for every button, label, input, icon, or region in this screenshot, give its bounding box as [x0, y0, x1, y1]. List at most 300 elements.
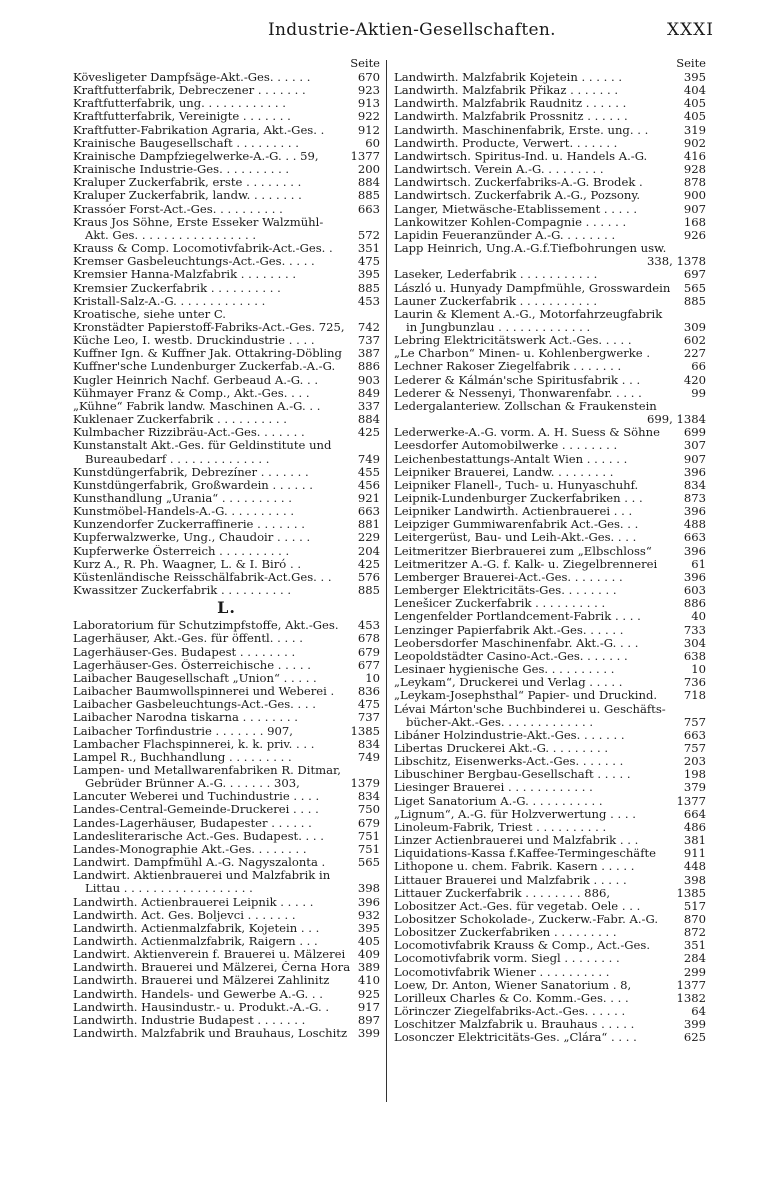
index-entry-name: Leipniker Flanell-, Tuch- u. Hunyaschuhf. — [394, 478, 639, 492]
index-entry-name: Kunzendorfer Zuckerraffinerie . . . . . . . — [73, 518, 305, 532]
index-entry — [73, 439, 380, 452]
index-entry-page: 425 — [355, 558, 380, 571]
index-entry-name: Landwirth. Malzfabrik Kojetein . . . . . . — [394, 71, 623, 84]
index-entry — [394, 637, 706, 650]
index-entry — [394, 808, 706, 821]
index-entry-name: Lagerhäuser-Ges. Budapest . . . . . . . . — [73, 645, 296, 659]
index-entry — [73, 961, 380, 974]
index-entry — [394, 216, 706, 229]
index-entry-page: 870 — [681, 913, 706, 926]
index-entry-page: 742 — [355, 321, 380, 334]
index-entry-name: Lörinczer Ziegelfabriks-Act.-Ges. . . . . . — [394, 1005, 626, 1019]
index-entry-page: 337 — [355, 400, 380, 413]
index-entry-name: Lagerhäuser, Akt.-Ges. für öffentl. . . . . — [73, 632, 303, 646]
index-entry — [394, 545, 706, 558]
index-entry-page: 664 — [681, 808, 706, 821]
index-entry-name: Leitmeritzer A.-G. f. Kalk- u. Ziegelbrennerei — [394, 557, 658, 571]
seite-label: Seite — [350, 56, 380, 70]
index-entry-page: 697 — [681, 268, 706, 281]
index-entry-page: 749 — [355, 751, 380, 764]
index-entry — [394, 716, 706, 729]
index-entry-page: 64 — [688, 1005, 706, 1018]
index-entry — [394, 913, 706, 926]
index-entry — [394, 1031, 706, 1044]
index-entry — [394, 400, 706, 413]
index-entry-name: Landwirth. Malzfabrik Prossnitz . . . . . . — [394, 110, 628, 124]
index-entry-page: 200 — [355, 163, 380, 176]
index-entry — [73, 163, 380, 176]
index-entry-name: Landwirtsch. Zuckerfabrik A.-G., Pozsony. — [394, 189, 641, 203]
index-entry-name: Kuklenaer Zuckerfabrik . . . . . . . . . . — [73, 413, 287, 427]
index-entry — [73, 308, 380, 321]
index-entry-name: Linzer Actienbrauerei und Malzfabrik . . . — [394, 834, 639, 848]
index-entry-page: 737 — [355, 334, 380, 347]
running-title: Industrie-Aktien-Gesellschaften. — [268, 20, 556, 40]
index-entry-name: Landwirth. Brauerei und Mälzerei, Černa Hora — [73, 961, 351, 975]
index-entry-page: 453 — [355, 619, 380, 632]
index-entry — [73, 790, 380, 803]
index-entry-page: 398 — [681, 874, 706, 887]
index-entry-page: 679 — [355, 646, 380, 659]
index-entry-name: Leipniker Landwirth. Actienbrauerei . . . — [394, 505, 633, 519]
index-entry-page: 379 — [681, 781, 706, 794]
index-entry — [394, 229, 706, 242]
index-entry-page: 751 — [355, 830, 380, 843]
index-entry — [394, 426, 706, 439]
index-entry — [394, 334, 706, 347]
index-entry-name: Liquidations-Kassa f.Kaffee-Termingeschäfte — [394, 847, 657, 861]
index-entry-page: 395 — [681, 71, 706, 84]
index-entry — [73, 505, 380, 518]
index-entry — [394, 110, 706, 123]
index-entry-name: Lobositzer Schokolade-, Zuckerw.-Fabr. A.-G. — [394, 913, 659, 926]
index-entry — [73, 413, 380, 426]
index-entry-name: Lorilleux Charles & Co. Komm.-Ges. . . . — [394, 991, 629, 1005]
index-entry-name: Landwirth. Industrie Budapest . . . . . . . — [73, 1013, 306, 1027]
index-entry-page: 663 — [355, 505, 380, 518]
index-entry-page: 1377 — [347, 150, 380, 163]
index-entry — [73, 817, 380, 830]
index-entry-name: Lederwerke-A.-G. vorm. A. H. Suess & Söhne — [394, 426, 660, 440]
index-entry — [394, 295, 706, 308]
index-entry-name: Leipniker Brauerei, Landw. . . . . . . . . — [394, 465, 614, 479]
index-entry — [394, 492, 706, 505]
index-entry-page: 1385 — [347, 725, 380, 738]
index-entry-name: Loew, Dr. Anton, Wiener Sanatorium . 8, — [394, 978, 632, 992]
index-entry-page: 902 — [681, 137, 706, 150]
index-entry-page: 405 — [355, 935, 380, 948]
index-entry-name: Leipnik-Lundenburger Zuckerfabriken . . . — [394, 492, 643, 505]
index-entry-page: 10 — [362, 672, 380, 685]
index-entry-page: 757 — [681, 716, 706, 729]
index-entry — [73, 764, 380, 777]
index-entry-name: Landwirth. Hausindustr.- u. Produkt.-A.-G. . — [73, 1000, 330, 1014]
index-entry-page: 749 — [355, 453, 380, 466]
index-entry-page: 389 — [355, 961, 380, 974]
index-entry — [394, 518, 706, 531]
index-entry — [73, 466, 380, 479]
index-entry — [394, 71, 706, 84]
index-entry — [73, 110, 380, 123]
index-entry-name: Leitergerüst, Bau- und Leih-Akt.-Ges. . . . — [394, 531, 637, 545]
index-entry-page: 40 — [688, 610, 706, 623]
index-entry-page: 204 — [355, 545, 380, 558]
index-entry-name: Landwirth. Handels- und Gewerbe A.-G. . . — [73, 987, 323, 1001]
index-entry — [394, 282, 706, 295]
index-entry-name: Landwirth. Actienbrauerei Leipnik . . . . . — [73, 895, 314, 909]
index-entry — [73, 84, 380, 97]
index-entry-page: 849 — [355, 387, 380, 400]
index-entry-name: Gebrüder Brünner A.-G. . . . . . . 303, — [85, 777, 300, 791]
index-entry-name: Landwirt. Aktienbrauerei und Malzfabrik in — [73, 869, 331, 883]
index-entry-page: 565 — [355, 856, 380, 869]
index-entry — [394, 926, 706, 939]
index-entry — [394, 150, 706, 163]
index-entry — [73, 347, 380, 360]
index-entry-name: „Leykam“, Druckerei und Verlag . . . . . — [394, 676, 623, 690]
index-entry-page: 917 — [355, 1001, 380, 1014]
index-entry — [73, 374, 380, 387]
index-entry — [73, 935, 380, 948]
index-entry-page: 638 — [681, 650, 706, 663]
index-entry — [394, 479, 706, 492]
index-entry — [73, 545, 380, 558]
index-entry — [394, 189, 706, 202]
left-entries-l — [73, 619, 380, 1040]
index-entry-name: Libschitz, Eisenwerks-Act.-Ges. . . . . . . — [394, 755, 624, 769]
index-entry-name: Kuffner Ign. & Kuffner Jak. Ottakring-Döbling — [73, 347, 342, 361]
index-entry-name: Langer, Mietwäsche-Etablissement . . . . . — [394, 202, 638, 216]
index-entry-page: 1377 — [673, 795, 706, 808]
index-entry-page: 61 — [688, 558, 706, 571]
index-entry — [73, 216, 380, 229]
index-entry-page: 603 — [681, 584, 706, 597]
index-entry-page: 1377 — [673, 979, 706, 992]
index-entry — [73, 571, 380, 584]
index-entry-name: Landwirth. Brauerei und Mälzerei Zahlinitz — [73, 974, 330, 988]
index-entry-page: 99 — [688, 387, 706, 400]
index-entry — [394, 610, 706, 623]
index-entry — [73, 974, 380, 987]
index-entry-name: Landwirtsch. Spiritus-Ind. u. Handels A.-G. — [394, 149, 648, 163]
index-entry-name: Kraftfutterfabrik, Vereinigte . . . . . . . — [73, 110, 291, 124]
index-entry — [394, 900, 706, 913]
index-entry — [394, 360, 706, 373]
index-entry-name: Losonczer Elektricitäts-Ges. „Clára“ . . . . — [394, 1031, 637, 1045]
index-entry — [394, 308, 706, 321]
index-entry-name: Kraftfutterfabrik, Debreczener . . . . . . . — [73, 84, 306, 98]
index-entry-page: 932 — [355, 909, 380, 922]
index-entry — [394, 689, 706, 702]
index-entry-name: Lederer & Kálmán'sche Spiritusfabrik . . . — [394, 373, 641, 387]
index-entry-page: 488 — [681, 518, 706, 531]
index-entry — [73, 698, 380, 711]
index-entry — [73, 725, 380, 738]
index-entry-page: 396 — [681, 466, 706, 479]
index-entry — [73, 282, 380, 295]
index-entry — [73, 334, 380, 347]
index-entry-page: 203 — [681, 755, 706, 768]
index-entry-name: Locomotivfabrik Krauss & Comp., Act.-Ges. — [394, 939, 651, 953]
index-entry — [73, 685, 380, 698]
index-entry — [73, 1027, 380, 1040]
index-entry-name: Lechner Rakoser Ziegelfabrik . . . . . . . — [394, 360, 622, 374]
index-entry-name: Krassóer Forst-Act.-Ges. . . . . . . . . . — [73, 202, 283, 216]
index-entry-name: Launer Zuckerfabrik . . . . . . . . . . . — [394, 294, 598, 308]
index-entry-page: 886 — [681, 597, 706, 610]
index-entry-name: Laibacher Torfindustrie . . . . . . . 907, — [73, 724, 293, 738]
index-entry-name: Laboratorium für Schutzimpfstoffe, Akt.-Ges. — [73, 619, 339, 633]
index-entry-name: Locomotivfabrik Wiener . . . . . . . . . . — [394, 965, 610, 979]
index-entry-name: Liesinger Brauerei . . . . . . . . . . . . — [394, 781, 593, 795]
index-entry-name: Leobersdorfer Maschinenfabr. Akt.-G. . . . — [394, 636, 639, 650]
index-entry — [394, 703, 706, 716]
index-entry-page: 475 — [355, 698, 380, 711]
index-entry — [394, 650, 706, 663]
index-entry-page: 351 — [681, 939, 706, 952]
index-entry-name: Kristall-Salz-A.-G. . . . . . . . . . . . . — [73, 294, 266, 308]
index-entry-name: Leopoldstädter Casino-Act.-Ges. . . . . . . — [394, 649, 628, 663]
index-entry-page: 699 — [681, 426, 706, 439]
index-entry — [394, 97, 706, 110]
index-entry — [73, 453, 380, 466]
index-entry — [73, 203, 380, 216]
index-entry — [394, 137, 706, 150]
index-entry — [394, 268, 706, 281]
index-entry-page: 453 — [355, 295, 380, 308]
right-column — [394, 55, 706, 1045]
index-entry — [394, 505, 706, 518]
index-entry — [394, 781, 706, 794]
index-entry-page: 733 — [681, 624, 706, 637]
index-entry-name: „Le Charbon“ Minen- u. Kohlenbergwerke . — [394, 347, 651, 361]
index-entry-page: 395 — [355, 922, 380, 935]
index-entry-page: 878 — [681, 176, 706, 189]
index-entry — [73, 229, 380, 242]
index-entry-name: Lapidin Feueranzünder A.-G. . . . . . . . — [394, 228, 616, 242]
index-entry — [394, 1005, 706, 1018]
index-entry-name: Lampen- und Metallwarenfabriken R. Ditmar, — [73, 763, 341, 777]
index-entry-name: Landwirth. Malzfabrik und Brauhaus, Loschitz — [73, 1027, 348, 1041]
index-entry-name: Lebring Elektricitätswerk Act.-Ges. . . . . — [394, 334, 632, 348]
page-number: XXXI — [666, 20, 714, 40]
index-entry — [73, 948, 380, 961]
index-entry-page: 409 — [355, 948, 380, 961]
index-entry-page: 66 — [688, 360, 706, 373]
index-entry-name: Kupferwerke Österreich . . . . . . . . . . — [73, 544, 290, 558]
index-entry-name: Laibacher Baumwollspinnerei und Weberei . — [73, 685, 335, 699]
index-entry-name: Kunstdüngerfabrik, Großwardein . . . . . . — [73, 478, 313, 492]
index-entry-page: 925 — [355, 988, 380, 1001]
index-entry-name: Krainische Baugesellschaft . . . . . . . . . — [73, 136, 299, 150]
index-entry — [73, 584, 380, 597]
index-entry — [73, 71, 380, 84]
index-entry-page: 420 — [681, 374, 706, 387]
index-entry-page: 718 — [681, 689, 706, 702]
index-entry-name: Liget Sanatorium A.-G. . . . . . . . . . . — [394, 794, 603, 808]
index-entry — [394, 1018, 706, 1031]
index-entry — [394, 821, 706, 834]
index-entry-name: Kuffner'sche Lundenburger Zuckerfab.-A.-G. — [73, 360, 336, 374]
index-entry-page: 881 — [355, 518, 380, 531]
index-entry-name: Lemberger Elektricitäts-Ges. . . . . . . . — [394, 584, 617, 598]
index-entry-page: 455 — [355, 466, 380, 479]
index-entry-page: 351 — [355, 242, 380, 255]
index-entry — [73, 843, 380, 856]
index-entry-page: 456 — [355, 479, 380, 492]
index-entry-page: 565 — [681, 282, 706, 295]
index-entry-pages: 338, 1378 — [646, 254, 706, 269]
index-entry-page: 834 — [681, 479, 706, 492]
index-entry-page: 885 — [355, 189, 380, 202]
index-entry — [394, 663, 706, 676]
index-entry — [73, 738, 380, 751]
index-entry-page: 737 — [355, 711, 380, 724]
index-entry-name: Krainische Dampfziegelwerke-A.-G. . . 59, — [73, 149, 319, 163]
index-entry-page: 486 — [681, 821, 706, 834]
index-entry-name: Lagerhäuser-Ges. Österreichische . . . . . — [73, 658, 311, 672]
index-entry-page: 307 — [681, 439, 706, 452]
index-entry-name: in Jungbunzlau . . . . . . . . . . . . . — [406, 320, 591, 334]
index-entry-name: Kwassitzer Zuckerfabrik . . . . . . . . . . — [73, 584, 292, 598]
index-entry-page: 885 — [681, 295, 706, 308]
index-entry-name: Lapp Heinrich, Ung.A.-G.f.Tiefbohrungen usw. — [394, 242, 667, 256]
index-entry-page: 284 — [681, 952, 706, 965]
index-entry-name: Landwirth. Actienmalzfabrik, Kojetein . . . — [73, 921, 320, 935]
index-entry-name: Kühmayer Franz & Comp., Akt.-Ges. . . . — [73, 386, 310, 400]
index-entry — [394, 795, 706, 808]
index-entry-page: 750 — [355, 803, 380, 816]
index-entry — [73, 659, 380, 672]
index-entry-page: 416 — [681, 150, 706, 163]
index-entry-page: 663 — [681, 729, 706, 742]
index-entry — [73, 632, 380, 645]
index-entry-name: Landwirt. Dampfmühl A.-G. Nagyszalonta . — [73, 856, 326, 870]
index-entry-name: Littauer Brauerei und Malzfabrik . . . . . — [394, 873, 627, 887]
index-entry-name: Lobositzer Act.-Ges. für vegetab. Oele . . . — [394, 899, 641, 913]
index-entry — [73, 803, 380, 816]
index-entry-page: 872 — [681, 926, 706, 939]
index-entry — [394, 729, 706, 742]
index-entry-name: Küche Leo, I. westb. Druckindustrie . . . . — [73, 334, 315, 348]
index-entry — [73, 255, 380, 268]
index-entry-name: Kupferwalzwerke, Ung., Chaudoir . . . . . — [73, 531, 311, 545]
index-entry — [73, 124, 380, 137]
index-entry-name: Kulmbacher Rizzibräu-Act.-Ges. . . . . . . — [73, 426, 305, 440]
index-entry-page: 60 — [362, 137, 380, 150]
index-entry-name: Kurz A., R. Ph. Waagner, L. & I. Biró . . — [73, 557, 302, 571]
index-entry — [394, 676, 706, 689]
index-entry-name: Landwirth. Maschinenfabrik, Erste. ung. . . — [394, 123, 649, 137]
index-entry-page: 736 — [681, 676, 706, 689]
index-entry — [394, 979, 706, 992]
index-entry-name: „Lignum“, A.-G. für Holzverwertung . . . . — [394, 807, 636, 821]
index-entry — [73, 242, 380, 255]
index-entry — [73, 830, 380, 843]
index-entry — [394, 84, 706, 97]
index-entry — [73, 150, 380, 163]
index-entry-name: „Leykam-Josephsthal“ Papier- und Druckind. — [394, 689, 658, 703]
index-entry-page: 404 — [681, 84, 706, 97]
index-entry-page: 198 — [681, 768, 706, 781]
index-entry-name: Lesinaer hygienische Ges. . . . . . . . . . — [394, 663, 615, 677]
index-entry-name: Landesliterarische Act.-Ges. Budapest. . . . — [73, 829, 324, 843]
index-entry-name: Landes-Monographie Akt.-Ges. . . . . . . . — [73, 842, 307, 856]
index-entry-name: Laseker, Lederfabrik . . . . . . . . . . . — [394, 268, 598, 282]
index-entry — [394, 755, 706, 768]
index-entry-name: Kövesligeter Dampfsäge-Akt.-Ges. . . . . . — [73, 71, 311, 84]
index-entry — [73, 751, 380, 764]
index-entry — [394, 439, 706, 452]
index-entry-page: 928 — [681, 163, 706, 176]
index-entry-page: 679 — [355, 817, 380, 830]
index-entry-name: Leichenbestattungs-Antalt Wien . . . . . . — [394, 452, 628, 466]
index-entry-name: Landes-Central-Gemeinde-Druckerei . . . . — [73, 803, 319, 817]
index-entry-page: 907 — [681, 453, 706, 466]
index-entry — [73, 268, 380, 281]
index-entry — [73, 97, 380, 110]
index-entry — [73, 646, 380, 659]
index-entry-name: Lederer & Nessenyi, Thonwarenfabr. . . . . — [394, 386, 642, 400]
index-entry — [394, 966, 706, 979]
index-entry — [394, 124, 706, 137]
index-entry — [73, 360, 380, 373]
index-entry-name: Lambacher Flachspinnerei, k. k. priv. . . . — [73, 737, 315, 751]
index-entry — [394, 242, 706, 255]
index-entry — [73, 922, 380, 935]
index-entry-name: Laibacher Narodna tiskarna . . . . . . . . — [73, 711, 298, 725]
index-entry-page: 227 — [681, 347, 706, 360]
index-entry-page: 168 — [681, 216, 706, 229]
index-entry — [394, 531, 706, 544]
index-entry-page: 309 — [681, 321, 706, 334]
index-entry-name: Kraftfutter-Fabrikation Agraria, Akt.-Ges. . — [73, 123, 325, 137]
index-entry-page: 576 — [355, 571, 380, 584]
index-entry-page: 299 — [681, 966, 706, 979]
index-entry-page: 897 — [355, 1014, 380, 1027]
index-entry-page: 398 — [355, 882, 380, 895]
index-entry-page: 885 — [355, 282, 380, 295]
index-entry — [73, 619, 380, 632]
index-entry-name: Lankowitzer Kohlen-Compagnie . . . . . . — [394, 215, 627, 229]
index-entry-page: 399 — [355, 1027, 380, 1040]
index-entry — [73, 672, 380, 685]
index-entry — [394, 847, 706, 860]
index-entry-name: Kunstanstalt Akt.-Ges. für Geldinstitute und — [73, 439, 332, 453]
index-entry-page: 475 — [355, 255, 380, 268]
index-entry — [73, 558, 380, 571]
index-entry-page: 923 — [355, 84, 380, 97]
index-entry-name: Lampel R., Buchhandlung . . . . . . . . . — [73, 750, 292, 764]
index-entry-page: 903 — [355, 374, 380, 387]
page-header — [0, 20, 772, 46]
index-entry — [394, 939, 706, 952]
index-entry — [394, 834, 706, 847]
index-entry — [73, 426, 380, 439]
index-entry-name: Loschitzer Malzfabrik u. Brauhaus . . . . . — [394, 1018, 635, 1032]
index-entry-name: Libertas Druckerei Akt.-G. . . . . . . . . — [394, 741, 609, 755]
index-entry-page: 907 — [681, 203, 706, 216]
index-entry — [73, 479, 380, 492]
left-column — [73, 55, 380, 1040]
index-entry — [73, 518, 380, 531]
index-entry — [73, 321, 380, 334]
index-entry-page: 911 — [681, 847, 706, 860]
index-entry — [394, 374, 706, 387]
index-entry-page: 387 — [355, 347, 380, 360]
index-entry-page: 834 — [355, 738, 380, 751]
index-entry-page: 884 — [355, 176, 380, 189]
